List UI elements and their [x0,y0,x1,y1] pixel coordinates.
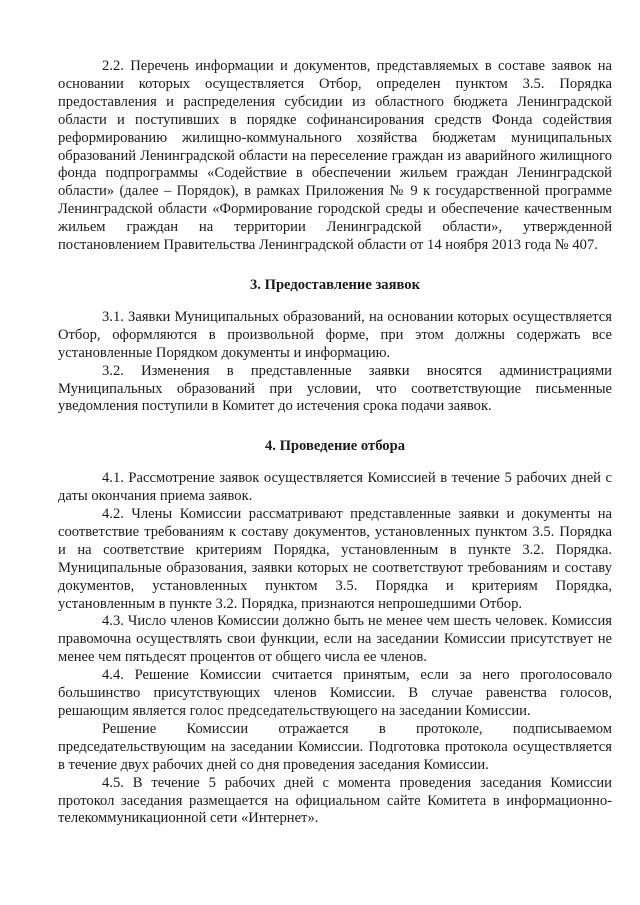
section-4-heading: 4. Проведение отбора [264,438,406,455]
spacer [58,416,612,438]
paragraph-3-1: 3.1. Заявки Муниципальных образований, на основании которых осуществляется Отбор, оформляются в произвольной форме, при этом должны содержать все установленные Порядком документы и информацию. [58,308,612,361]
paragraph-4-2: 4.2. Члены Комиссии рассматривают представленные заявки и документы на соответствие требованиям к составу документов, установленных пунктом 3.5. Порядка и на соответствие критериям Порядка, установленным в пункте 3.2. Порядка. Муниципальные образования, заявки которых не соответствуют требованиям и составу документов, установленных пунктом 3.5. Порядка и критериям Порядка, установленным в пункте 3.2. Порядка, признаются непрошедшими Отбор. [58,506,612,612]
paragraph-3-2: 3.2. Изменения в представленные заявки вносятся администрациями Муниципальных образований при условии, что соответствующие письменные уведомления поступили в Комитет до истечения срока подачи заявок. [58,362,612,415]
paragraph-2-2: 2.2. Перечень информации и документов, представляемых в составе заявок на основании которых осуществляется Отбор, определен пунктом 3.5. Порядка предоставления и распределения субсидии из областного бюджета Ленинградской области и поступивших в порядке софинансирования средств Фонда содействия реформированию жилищно-коммунального хозяйства бюджетам муниципальных образований Ленинградской области на переселение граждан из аварийного жилищного фонда подпрограммы «Содействие в обеспечении жильем граждан Ленинградской области» (далее – Порядок), в рамках Приложения № 9 к государственной программе Ленинградской области «Формирование городской среды и обеспечение качественным жильем граждан на территории Ленинградской области», утвержденной постановлением Правительства Ленинградской области от 14 ноября 2013 года № 407. [58,58,612,254]
paragraph-4-5: 4.5. В течение 5 рабочих дней с момента проведения заседания Комиссии протокол заседания размещается на официальном сайте Комитета в информационно-телекоммуникационной сети «Интернет». [58,774,612,827]
paragraph-4-4: 4.4. Решение Комиссии считается принятым, если за него проголосовало большинство присутствующих членов Комиссии. В случае равенства голосов, решающим является голос председательствующего на заседании Комиссии. [58,667,612,719]
document-page [58,58,612,828]
spacer [58,255,612,277]
section-3-heading: 3. Предоставление заявок [250,276,420,293]
paragraph-4-3: 4.3. Число членов Комиссии должно быть не менее чем шесть человек. Комиссия правомочна осуществлять свои функции, если на заседании Комиссии присутствует не менее чем пятьдесят процентов от общего числа ее членов. [58,613,612,666]
spacer [58,295,612,309]
paragraph-4-4-continued: Решение Комиссии отражается в протоколе, подписываемом председательствующим на заседании Комиссии. Подготовка протокола осуществляется в течение двух рабочих дней со дня проведения заседания Комиссии. [58,720,612,773]
paragraph-4-1: 4.1. Рассмотрение заявок осуществляется Комиссией в течение 5 рабочих дней с даты окончания приема заявок. [58,470,612,505]
spacer [58,456,612,470]
